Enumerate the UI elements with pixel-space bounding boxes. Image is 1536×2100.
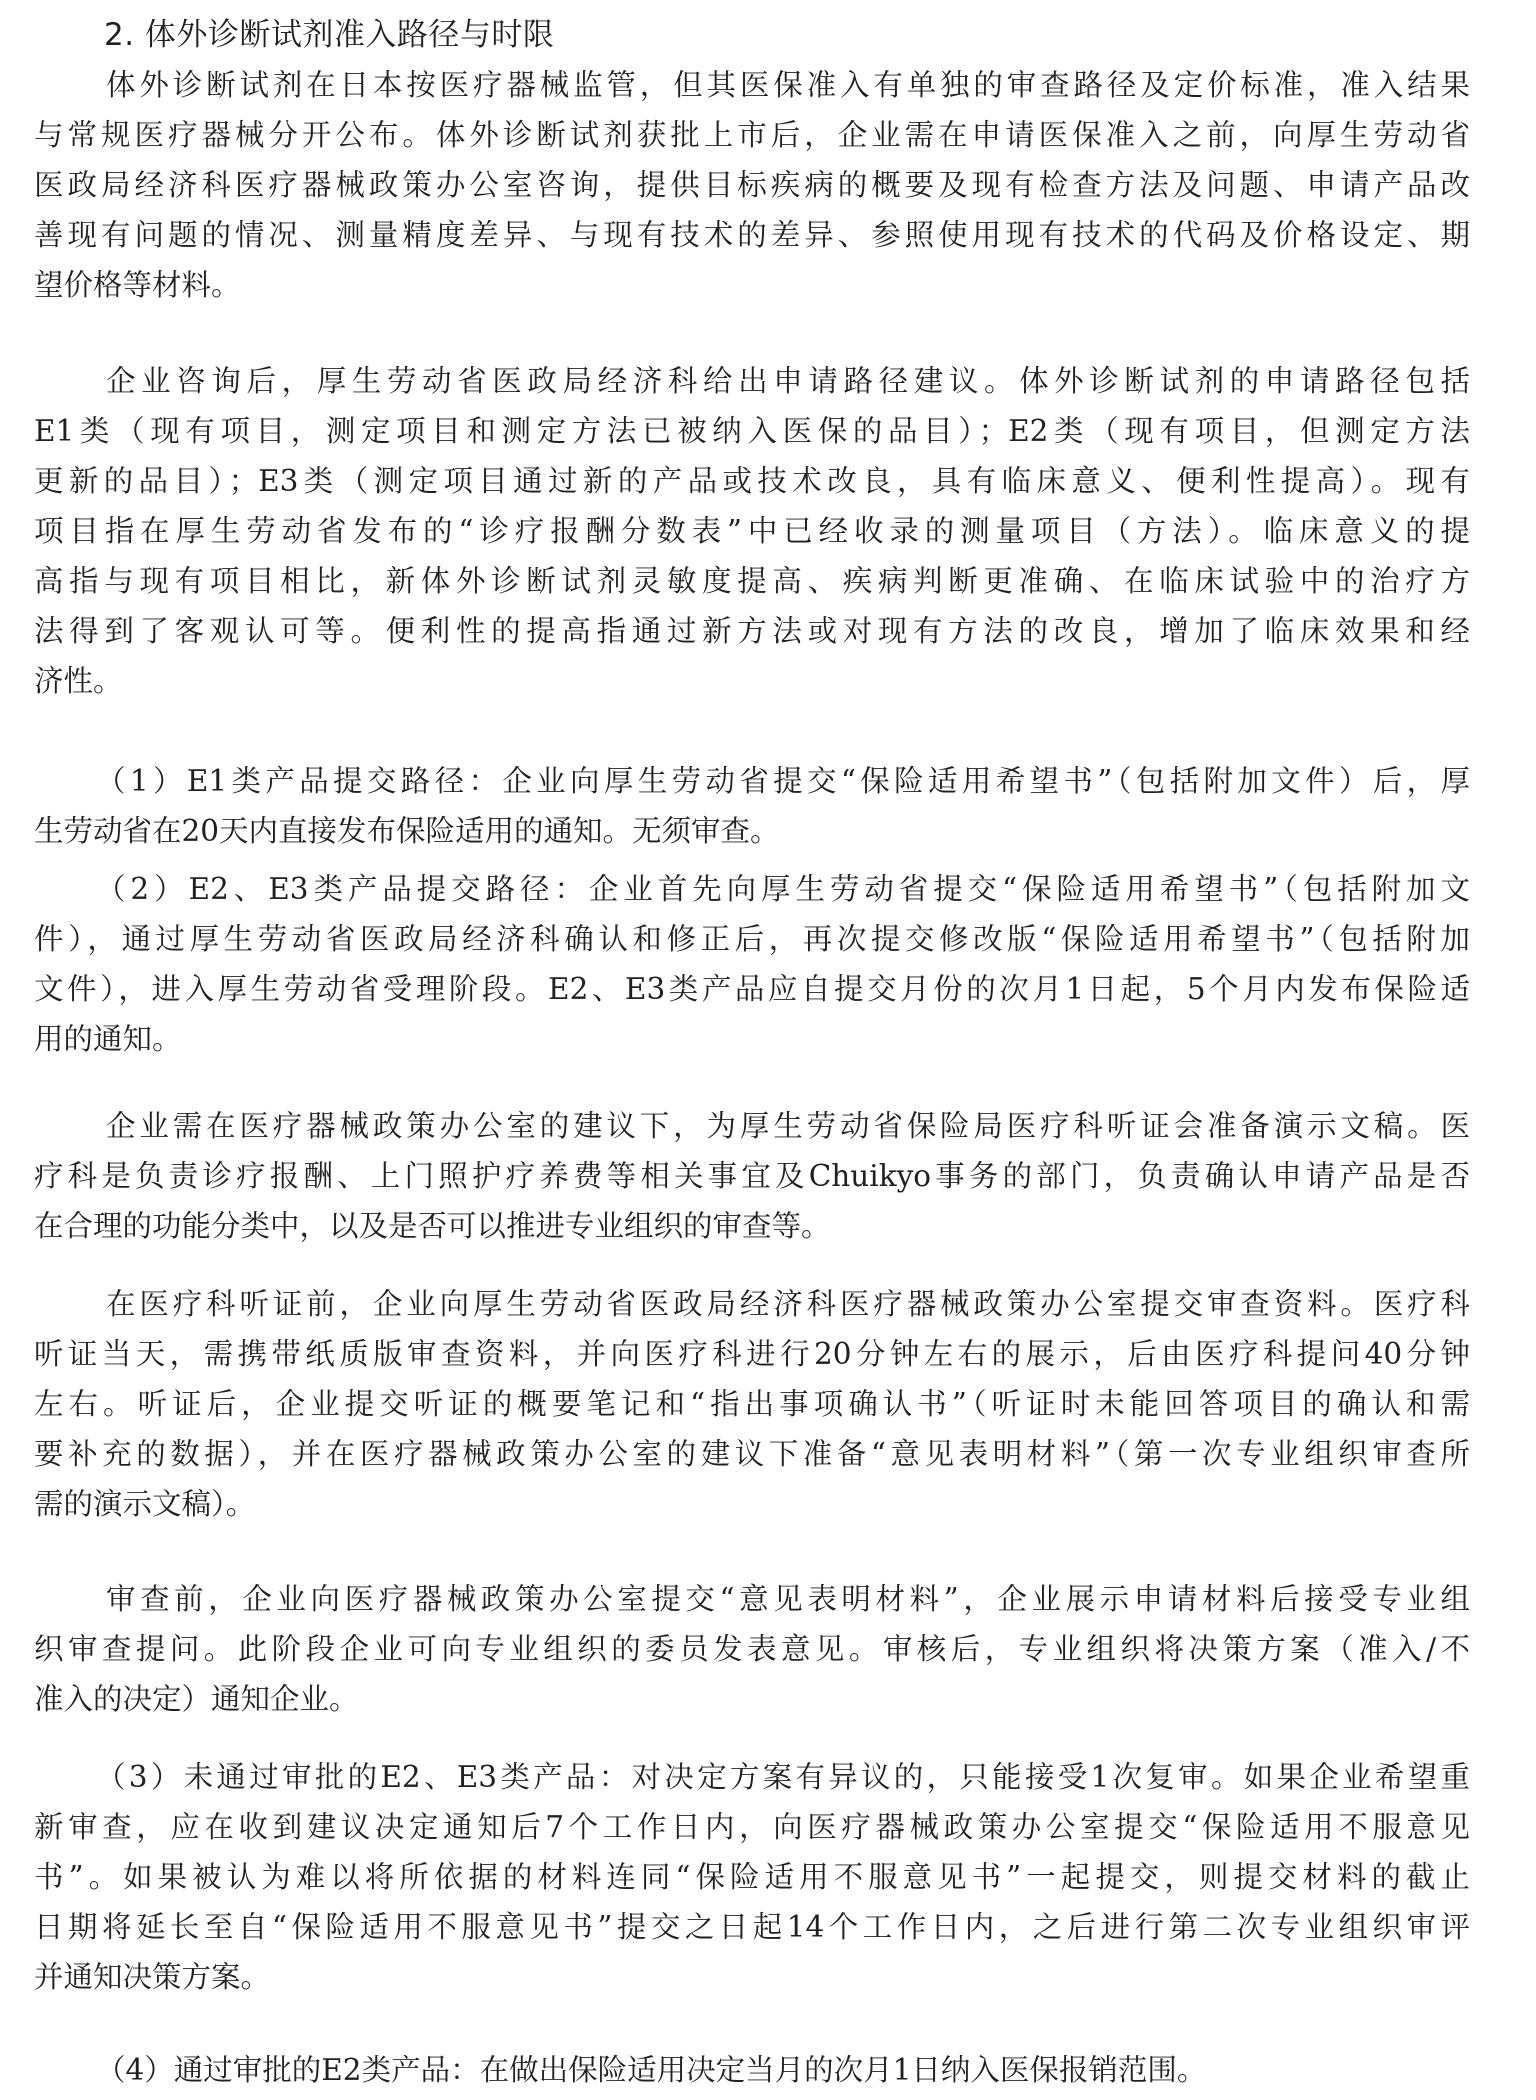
paragraph-line: 审查前，企业向医疗器械政策办公室提交“意见表明材料”，企业展示申请材料后接受专业组 xyxy=(106,1582,1470,1616)
paragraph-line: 济性。 xyxy=(34,664,123,698)
paragraph-line: 项目指在厚生劳动省发布的“诊疗报酬分数表”中已经收录的测量项目（方法）。临床意义的提 xyxy=(34,514,1470,548)
paragraph-line: 体外诊断试剂在日本按医疗器械监管，但其医保准入有单独的审查路径及定价标准，准入结果 xyxy=(106,68,1470,102)
paragraph-line: 在医疗科听证前，企业向厚生劳动省医政局经济科医疗器械政策办公室提交审查资料。医疗科 xyxy=(106,1287,1470,1321)
paragraph-line: 左右。听证后，企业提交听证的概要笔记和“指出事项确认书”（听证时未能回答项目的确认和需 xyxy=(34,1387,1470,1421)
paragraph-line: 新审查，应在收到建议决定通知后7个工作日内，向医疗器械政策办公室提交“保险适用不服意见 xyxy=(34,1810,1470,1844)
paragraph-line: 高指与现有项目相比，新体外诊断试剂灵敏度提高、疾病判断更准确、在临床试验中的治疗方 xyxy=(34,564,1470,598)
paragraph-line: 件），通过厚生劳动省医政局经济科确认和修正后，再次提交修改版“保险适用希望书”（包括附加 xyxy=(34,922,1470,956)
paragraph-5 xyxy=(0,1101,1536,1251)
paragraph-line: 准入的决定）通知企业。 xyxy=(34,1682,359,1716)
paragraph-line: 企业需在医疗器械政策办公室的建议下，为厚生劳动省保险局医疗科听证会准备演示文稿。医 xyxy=(106,1109,1470,1143)
paragraph-line: （4）通过审批的E2类产品：在做出保险适用决定当月的次月1日纳入医保报销范围。 xyxy=(96,2053,1207,2087)
paragraph-line: （2）E2、E3类产品提交路径：企业首先向厚生劳动省提交“保险适用希望书”（包括附加文 xyxy=(96,872,1470,906)
paragraph-line: 织审查提问。此阶段企业可向专业组织的委员发表意见。审核后，专业组织将决策方案（准入/不 xyxy=(34,1632,1470,1666)
paragraph-line: 更新的品目）；E3类（测定项目通过新的产品或技术改良，具有临床意义、便利性提高）。现有 xyxy=(34,464,1470,498)
paragraph-2 xyxy=(0,356,1536,706)
paragraph-7 xyxy=(0,1574,1536,1724)
paragraph-line: 书”。如果被认为难以将所依据的材料连同“保险适用不服意见书”一起提交，则提交材料的截止 xyxy=(34,1860,1470,1894)
paragraph-line: E1类（现有项目，测定项目和测定方法已被纳入医保的品目）；E2类（现有项目，但测定方法 xyxy=(34,414,1470,448)
paragraph-line: 生劳动省在20天内直接发布保险适用的通知。无须审查。 xyxy=(34,814,780,848)
paragraph-line: 与常规医疗器械分开公布。体外诊断试剂获批上市后，企业需在申请医保准入之前，向厚生劳动省 xyxy=(34,118,1470,152)
paragraph-line: 在合理的功能分类中，以及是否可以推进专业组织的审查等。 xyxy=(34,1209,831,1243)
paragraph-line: 用的通知。 xyxy=(34,1022,182,1056)
section-heading: 2. 体外诊断试剂准入路径与时限 xyxy=(104,17,555,53)
paragraph-line: 望价格等材料。 xyxy=(34,268,241,302)
paragraph-line: 文件），进入厚生劳动省受理阶段。E2、E3类产品应自提交月份的次月1日起，5个月内发布保险适 xyxy=(34,972,1470,1006)
paragraph-line: 企业咨询后，厚生劳动省医政局经济科给出申请路径建议。体外诊断试剂的申请路径包括 xyxy=(106,364,1470,398)
paragraph-line: 日期将延长至自“保险适用不服意见书”提交之日起14个工作日内，之后进行第二次专业组织审评 xyxy=(34,1910,1470,1944)
paragraph-6 xyxy=(0,1279,1536,1529)
paragraph-line: 需的演示文稿）。 xyxy=(34,1487,256,1521)
paragraph-8 xyxy=(0,1752,1536,2002)
paragraph-line: 医政局经济科医疗器械政策办公室咨询，提供目标疾病的概要及现有检查方法及问题、申请产品改 xyxy=(34,168,1470,202)
paragraph-line: （1）E1类产品提交路径：企业向厚生劳动省提交“保险适用希望书”（包括附加文件）后，厚 xyxy=(96,764,1470,798)
paragraph-4 xyxy=(0,864,1536,1064)
paragraph-line: 善现有问题的情况、测量精度差异、与现有技术的差异、参照使用现有技术的代码及价格设定、期 xyxy=(34,218,1470,252)
paragraph-9 xyxy=(0,2045,1536,2095)
paragraph-line: 听证当天，需携带纸质版审查资料，并向医疗科进行20分钟左右的展示，后由医疗科提问40分钟 xyxy=(34,1337,1470,1371)
paragraph-line: 疗科是负责诊疗报酬、上门照护疗养费等相关事宜及Chuikyo事务的部门，负责确认申请产品是否 xyxy=(34,1159,1470,1193)
paragraph-line: （3）未通过审批的E2、E3类产品：对决定方案有异议的，只能接受1次复审。如果企业希望重 xyxy=(96,1760,1470,1794)
paragraph-line: 法得到了客观认可等。便利性的提高指通过新方法或对现有方法的改良，增加了临床效果和经 xyxy=(34,614,1470,648)
paragraph-line: 并通知决策方案。 xyxy=(34,1960,271,1994)
paragraph-1 xyxy=(0,60,1536,310)
paragraph-3 xyxy=(0,756,1536,856)
paragraph-line: 要补充的数据），并在医疗器械政策办公室的建议下准备“意见表明材料”（第一次专业组织审查所 xyxy=(34,1437,1470,1471)
